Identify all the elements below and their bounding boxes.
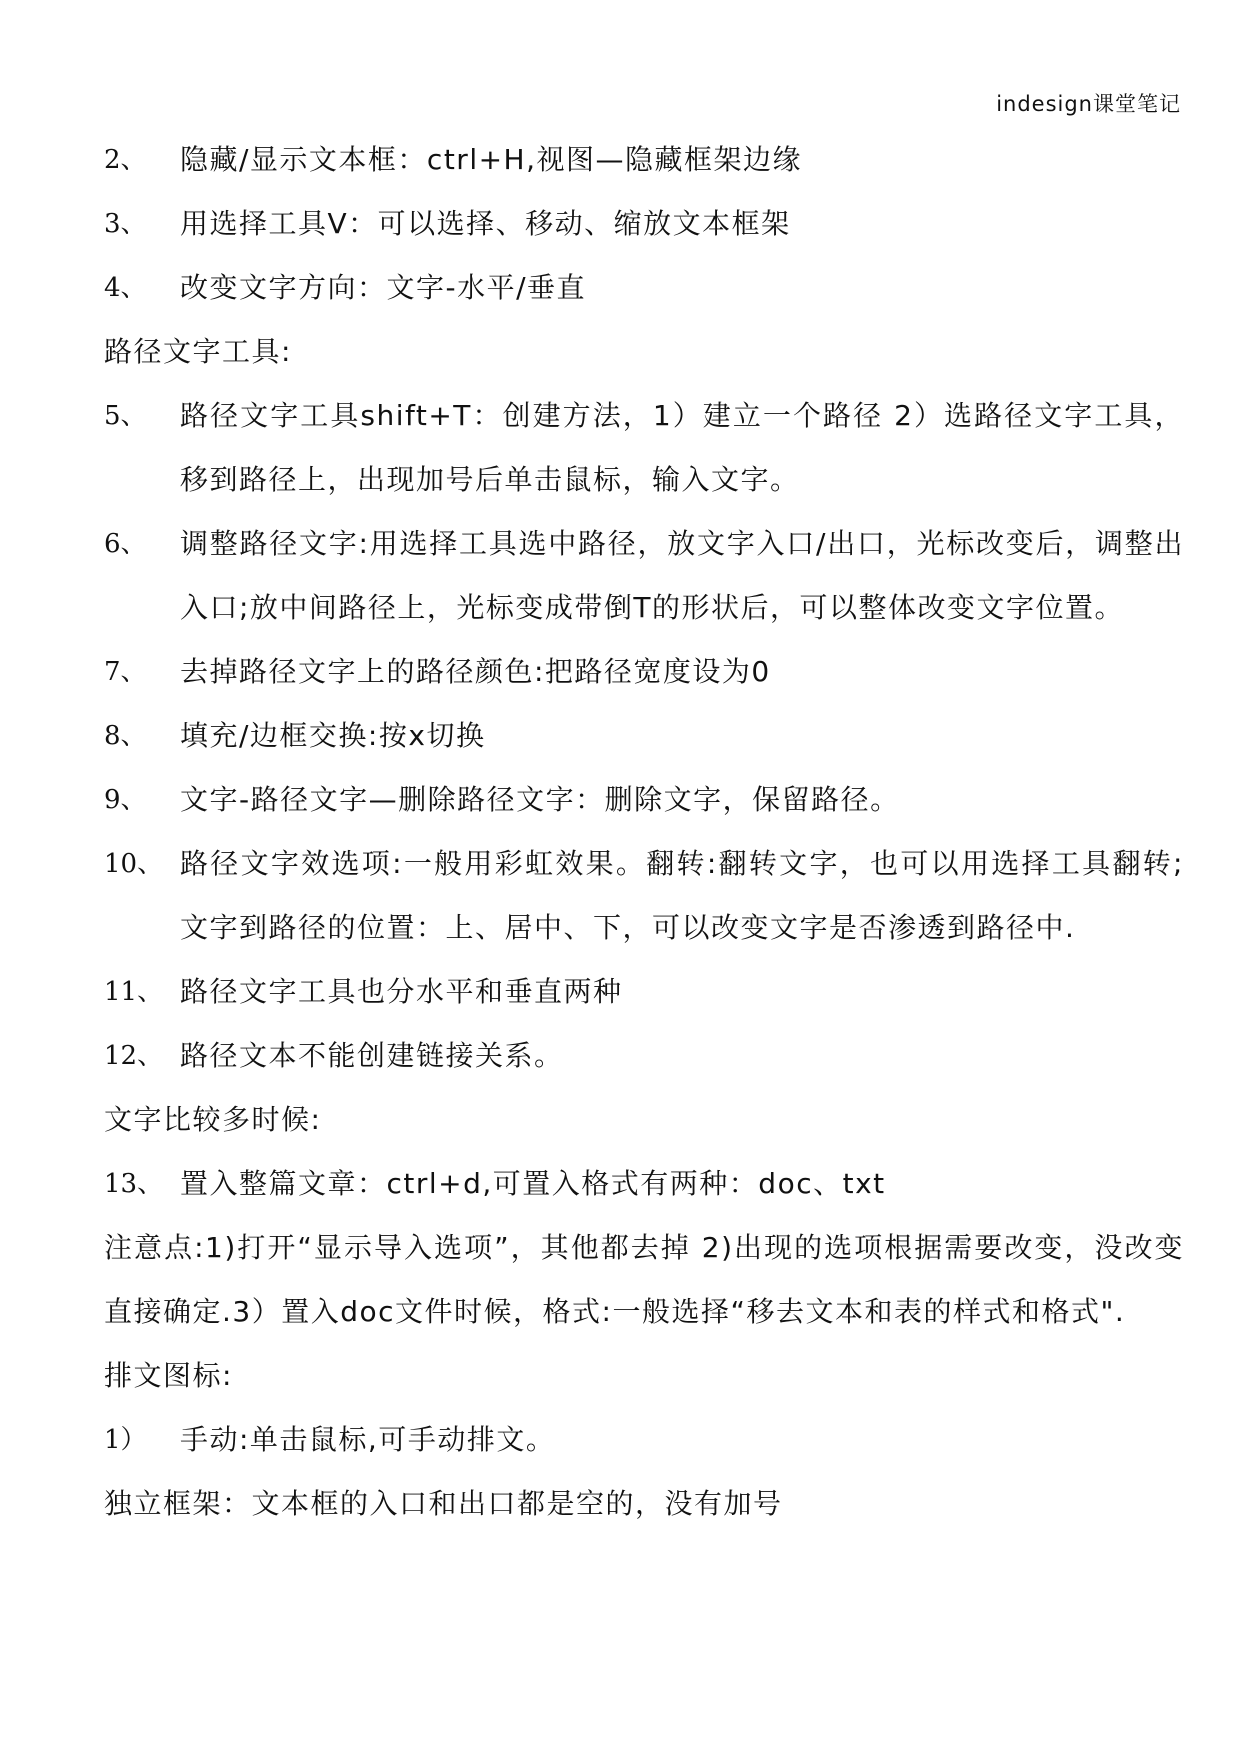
- item-text: 改变文字方向：文字-水平/垂直: [180, 271, 587, 304]
- list-item: [104, 1408, 1184, 1472]
- list-item: [104, 256, 1184, 320]
- item-number: 9、: [104, 785, 147, 815]
- item-number: 12、: [104, 1041, 164, 1071]
- section-heading: 文字比较多时候:: [104, 1103, 322, 1136]
- list-item: [104, 640, 1184, 704]
- item-number: 5、: [104, 401, 147, 431]
- list-item: [104, 1152, 1184, 1216]
- item-number: 3、: [104, 209, 147, 239]
- item-text: 手动:单击鼠标,可手动排文。: [180, 1423, 556, 1456]
- item-text: 路径文字效选项:一般用彩虹效果。翻转:翻转文字，也可以用选择工具翻转;文字到路径的位置：上、居中、下，可以改变文字是否渗透到路径中.: [180, 847, 1184, 944]
- item-number: 6、: [104, 529, 147, 559]
- item-text: 调整路径文字:用选择工具选中路径，放文字入口/出口，光标改变后，调整出入口;放中间路径上，光标变成带倒T的形状后，可以整体改变文字位置。: [180, 527, 1184, 624]
- note-paragraph: 注意点:1)打开“显示导入选项”，其他都去掉 2)出现的选项根据需要改变，没改变直接确定.3）置入doc文件时候，格式:一般选择“移去文本和表的样式和格式".: [104, 1231, 1184, 1328]
- item-text: 置入整篇文章：ctrl+d,可置入格式有两种：doc、txt: [180, 1167, 886, 1200]
- notes-content: [104, 128, 1184, 1536]
- note-paragraph: 独立框架：文本框的入口和出口都是空的，没有加号: [104, 1487, 783, 1520]
- item-number: 8、: [104, 721, 147, 751]
- list-item: [104, 128, 1184, 192]
- item-number: 1）: [104, 1425, 147, 1455]
- list-item: [104, 192, 1184, 256]
- item-number: 13、: [104, 1169, 164, 1199]
- item-text: 填充/边框交换:按x切换: [180, 719, 486, 752]
- item-text: 去掉路径文字上的路径颜色:把路径宽度设为0: [180, 655, 771, 688]
- list-item: [104, 384, 1184, 512]
- item-number: 11、: [104, 977, 164, 1007]
- item-text: 路径文字工具shift+T：创建方法，1）建立一个路径 2）选路径文字工具，移到路径上，出现加号后单击鼠标，输入文字。: [180, 399, 1184, 496]
- list-item: [104, 768, 1184, 832]
- list-item: [104, 832, 1184, 960]
- list-item: [104, 512, 1184, 640]
- list-item: [104, 1024, 1184, 1088]
- item-number: 2、: [104, 145, 147, 175]
- section-heading: 排文图标:: [104, 1359, 233, 1392]
- item-number: 4、: [104, 273, 147, 303]
- section-heading: 路径文字工具:: [104, 335, 292, 368]
- item-text: 用选择工具V：可以选择、移动、缩放文本框架: [180, 207, 791, 240]
- running-header: indesign课堂笔记: [996, 92, 1181, 116]
- list-item: [104, 704, 1184, 768]
- item-text: 文字-路径文字—删除路径文字：删除文字，保留路径。: [180, 783, 900, 816]
- item-number: 7、: [104, 657, 147, 687]
- item-number: 10、: [104, 849, 164, 879]
- item-text: 隐藏/显示文本框：ctrl+H,视图—隐藏框架边缘: [180, 143, 803, 176]
- list-item: [104, 960, 1184, 1024]
- item-text: 路径文字工具也分水平和垂直两种: [180, 975, 623, 1008]
- item-text: 路径文本不能创建链接关系。: [180, 1039, 564, 1072]
